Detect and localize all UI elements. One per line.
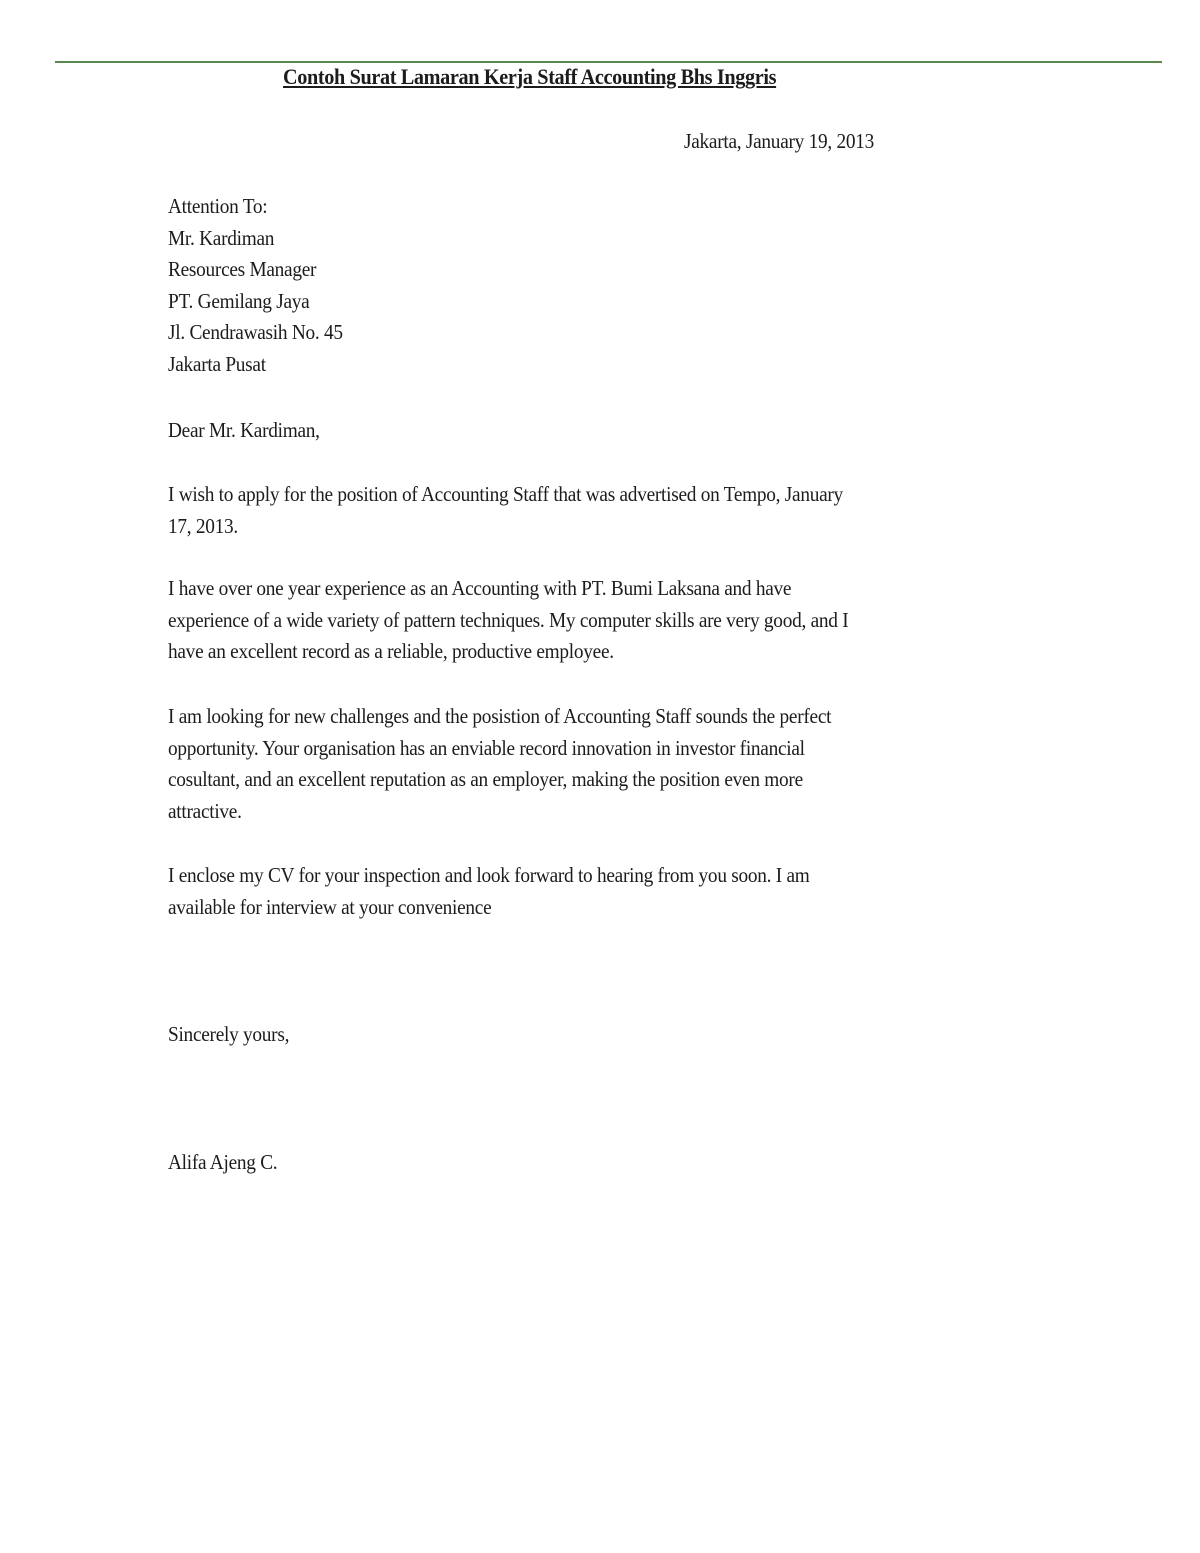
paragraph-line: 17, 2013.	[168, 513, 238, 538]
recipient-address	[168, 191, 343, 380]
header-divider	[55, 61, 1162, 63]
recipient-company: PT. Gemilang Jaya	[168, 288, 310, 313]
paragraph-line: have an excellent record as a reliable, productive employee.	[168, 639, 614, 663]
paragraph-line: I enclose my CV for your inspection and look forward to hearing from you soon. I am	[168, 863, 810, 887]
paragraph-line: opportunity. Your organisation has an enviable record innovation in investor financial	[168, 735, 805, 760]
signature-name: Alifa Ajeng C.	[168, 1150, 278, 1174]
body-paragraph-2	[168, 573, 848, 668]
paragraph-line: I wish to apply for the position of Accounting Staff that was advertised on Tempo, January	[168, 482, 843, 506]
salutation	[168, 415, 320, 447]
recipient-position: Resources Manager	[168, 257, 317, 281]
document-title: Contoh Surat Lamaran Kerja Staff Accounting Bhs Inggris	[283, 64, 777, 89]
recipient-name: Mr. Kardiman	[168, 225, 275, 250]
closing	[168, 1019, 289, 1051]
recipient-city: Jakarta Pusat	[168, 351, 266, 376]
paragraph-line: I have over one year experience as an Accounting with PT. Bumi Laksana and have	[168, 576, 792, 600]
salutation-text: Dear Mr. Kardiman,	[168, 418, 320, 442]
body-paragraph-1	[168, 479, 843, 542]
paragraph-line: available for interview at your convenience	[168, 894, 492, 919]
signature	[168, 1147, 277, 1179]
paragraph-line: I am looking for new challenges and the posistion of Accounting Staff sounds the perfect	[168, 704, 832, 728]
letter-date: Jakarta, January 19, 2013	[684, 129, 875, 153]
recipient-street: Jl. Cendrawasih No. 45	[168, 320, 343, 344]
attention-line: Attention To:	[168, 194, 268, 218]
body-paragraph-3	[168, 701, 831, 827]
paragraph-line: attractive.	[168, 798, 242, 823]
paragraph-line: experience of a wide variety of pattern techniques. My computer skills are very good, and I	[168, 607, 849, 632]
body-paragraph-4	[168, 860, 810, 923]
paragraph-line: cosultant, and an excellent reputation as an employer, making the position even more	[168, 767, 803, 791]
closing-text: Sincerely yours,	[168, 1022, 290, 1046]
